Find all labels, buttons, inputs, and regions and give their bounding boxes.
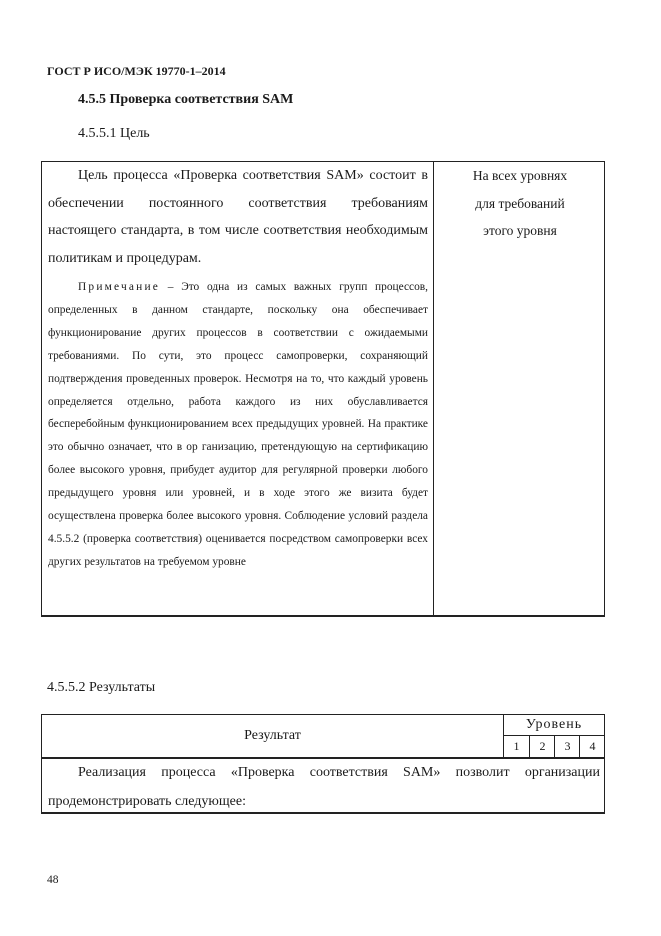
results-table bbox=[41, 714, 605, 814]
level-line-1: На всех уровнях bbox=[472, 168, 568, 183]
level-number-2: 2 bbox=[529, 736, 555, 757]
document-header: ГОСТ Р ИСО/МЭК 19770-1–2014 bbox=[47, 64, 226, 78]
page-number: 48 bbox=[47, 874, 59, 886]
purpose-note bbox=[48, 276, 428, 574]
level-number-4: 4 bbox=[579, 736, 605, 757]
note-text: – Это одна из самых важных групп процессов, определенных в данном стандарте, поскольку она обеспечивает функционирование других процессов в соответствии с ожидаемыми требованиями. По сути, это процесс самопроверки, сохраняющий подтверждения проведенных проверок. Несмотря на то, что каждый уровень определяется отдельно, работа каждого из них обуславливается бесперебойным функционированием всех предыдущих уровней. На практике это обычно означает, что в ор ганизацию, претендующую на сертификацию более высокого уровня, прибудет аудитор для регулярной проверки любого предыдущего уровня или уровней, и в ходе этого же визита будет осуществлена проверка более высокого уровня. Соблюдение условий раздела 4.5.5.2 (проверка соответствия) оценивается посредством самопроверки всех других результатов на требуемом уровне bbox=[48, 281, 428, 568]
purpose-main-text: Цель процесса «Проверка соответствия SAM» состоит в обеспечении постоянного соответствия требованиям настоящего стандарта, в том числе соответствия необходимым политикам и процедурам. bbox=[48, 168, 428, 266]
level-line-2: для требований bbox=[475, 195, 565, 211]
level-number-3: 3 bbox=[554, 736, 580, 757]
results-header-row bbox=[42, 715, 604, 759]
level-cell bbox=[434, 162, 606, 245]
level-column-header: Уровень bbox=[504, 715, 604, 736]
level-number-1: 1 bbox=[513, 739, 520, 753]
result-column-header: Результат bbox=[42, 715, 504, 757]
subsection-purpose-title: 4.5.5.1 Цель bbox=[78, 126, 150, 141]
section-title: 4.5.5 Проверка соответствия SAM bbox=[78, 92, 294, 107]
purpose-table bbox=[41, 161, 605, 617]
purpose-cell bbox=[48, 162, 428, 574]
subsection-results-title: 4.5.5.2 Результаты bbox=[47, 680, 156, 695]
note-label: Примечание bbox=[78, 281, 161, 293]
results-body-text: Реализация процесса «Проверка соответствия SAM» позволит организации продемонстрировать следующее: bbox=[48, 765, 600, 809]
level-line-3: этого уровня bbox=[483, 223, 557, 238]
